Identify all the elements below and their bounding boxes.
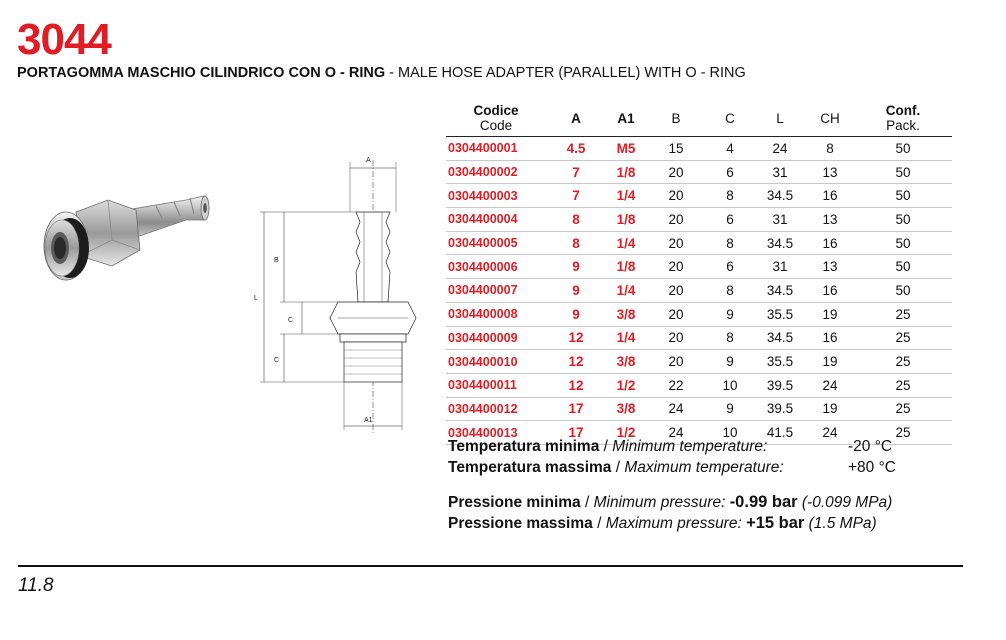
spec-table xyxy=(446,100,952,445)
table-row xyxy=(446,184,952,208)
table-cell: 0304400007 xyxy=(446,279,546,303)
table-cell: 0304400013 xyxy=(446,421,546,445)
product-code: 3044 xyxy=(17,15,111,64)
title-italian: PORTAGOMMA MASCHIO CILINDRICO CON O - RING xyxy=(17,65,386,81)
col-pack: Conf. Pack. xyxy=(854,100,952,137)
pressure-min: Pressione minima / Minimum pressure: -0.99 bar (-0.099 MPa) xyxy=(448,493,893,511)
table-cell: 15 xyxy=(646,137,706,161)
table-cell: 1/4 xyxy=(606,279,646,303)
table-cell: 8 xyxy=(546,208,606,232)
table-cell: 25 xyxy=(854,302,952,326)
table-cell: 31 xyxy=(754,255,806,279)
table-cell: 1/2 xyxy=(606,421,646,445)
table-cell: 9 xyxy=(706,350,754,374)
technical-drawing xyxy=(240,150,440,440)
table-cell: 24 xyxy=(806,421,854,445)
table-cell: 1/8 xyxy=(606,208,646,232)
dim-label-b: B xyxy=(274,257,279,264)
col-code: Codice Code xyxy=(446,100,546,137)
table-cell: 19 xyxy=(806,397,854,421)
table-cell: 16 xyxy=(806,279,854,303)
table-cell: 20 xyxy=(646,326,706,350)
table-cell: 0304400003 xyxy=(446,184,546,208)
table-cell: 0304400010 xyxy=(446,350,546,374)
table-cell: 0304400009 xyxy=(446,326,546,350)
table-cell: 13 xyxy=(806,208,854,232)
table-cell: 39.5 xyxy=(754,373,806,397)
table-cell: 0304400001 xyxy=(446,137,546,161)
pressure-min-value: -0.99 bar xyxy=(729,493,798,511)
col-a: A xyxy=(546,100,606,137)
dim-label-l: L xyxy=(254,295,258,302)
dim-label-a1: A1 xyxy=(364,417,373,424)
table-cell: 20 xyxy=(646,279,706,303)
table-cell: M5 xyxy=(606,137,646,161)
pressure-max: Pressione massima / Maximum pressure: +15 bar (1.5 MPa) xyxy=(448,514,877,532)
table-cell: 0304400002 xyxy=(446,160,546,184)
table-cell: 41.5 xyxy=(754,421,806,445)
table-cell: 3/8 xyxy=(606,350,646,374)
table-cell: 50 xyxy=(854,137,952,161)
table-row xyxy=(446,373,952,397)
table-cell: 24 xyxy=(646,421,706,445)
table-cell: 10 xyxy=(706,373,754,397)
table-cell: 25 xyxy=(854,373,952,397)
table-cell: 50 xyxy=(854,231,952,255)
table-cell: 12 xyxy=(546,373,606,397)
table-cell: 24 xyxy=(754,137,806,161)
table-cell: 8 xyxy=(806,137,854,161)
table-cell: 50 xyxy=(854,184,952,208)
footer-rule xyxy=(18,565,963,567)
table-cell: 7 xyxy=(546,160,606,184)
table-cell: 25 xyxy=(854,350,952,374)
table-cell: 31 xyxy=(754,160,806,184)
table-cell: 50 xyxy=(854,160,952,184)
product-title xyxy=(17,64,746,82)
table-cell: 20 xyxy=(646,231,706,255)
table-cell: 20 xyxy=(646,255,706,279)
title-separator: - xyxy=(385,65,399,81)
table-cell: 22 xyxy=(646,373,706,397)
table-cell: 35.5 xyxy=(754,302,806,326)
table-row xyxy=(446,350,952,374)
col-b: B xyxy=(646,100,706,137)
col-c: C xyxy=(706,100,754,137)
table-row xyxy=(446,397,952,421)
table-cell: 50 xyxy=(854,279,952,303)
table-cell: 50 xyxy=(854,208,952,232)
table-cell: 50 xyxy=(854,255,952,279)
table-cell: 3/8 xyxy=(606,302,646,326)
table-cell: 3/8 xyxy=(606,397,646,421)
table-row xyxy=(446,231,952,255)
table-cell: 7 xyxy=(546,184,606,208)
table-row xyxy=(446,137,952,161)
table-cell: 17 xyxy=(546,397,606,421)
table-cell: 20 xyxy=(646,302,706,326)
table-cell: 9 xyxy=(546,279,606,303)
table-cell: 1/4 xyxy=(606,231,646,255)
table-row xyxy=(446,160,952,184)
table-cell: 1/8 xyxy=(606,160,646,184)
table-cell: 9 xyxy=(546,255,606,279)
table-cell: 19 xyxy=(806,302,854,326)
table-row xyxy=(446,279,952,303)
table-cell: 0304400011 xyxy=(446,373,546,397)
table-cell: 34.5 xyxy=(754,279,806,303)
table-row xyxy=(446,255,952,279)
col-l: L xyxy=(754,100,806,137)
dim-label-c: C xyxy=(274,357,280,364)
col-a1: A1 xyxy=(606,100,646,137)
table-cell: 1/4 xyxy=(606,184,646,208)
table-cell: 6 xyxy=(706,255,754,279)
temp-min: Temperatura minima / Minimum temperature: -20 °C xyxy=(448,438,893,455)
dim-label-ch: C xyxy=(288,317,294,324)
table-row xyxy=(446,326,952,350)
col-ch: CH xyxy=(806,100,854,137)
table-cell: 12 xyxy=(546,326,606,350)
table-cell: 0304400008 xyxy=(446,302,546,326)
table-cell: 8 xyxy=(706,184,754,208)
table-cell: 16 xyxy=(806,231,854,255)
table-cell: 9 xyxy=(706,397,754,421)
table-cell: 17 xyxy=(546,421,606,445)
table-cell: 8 xyxy=(706,326,754,350)
table-cell: 25 xyxy=(854,326,952,350)
temp-max-value: +80 °C xyxy=(848,459,896,476)
table-cell: 13 xyxy=(806,255,854,279)
table-cell: 19 xyxy=(806,350,854,374)
table-cell: 20 xyxy=(646,208,706,232)
product-photo xyxy=(36,170,216,310)
table-cell: 4.5 xyxy=(546,137,606,161)
table-cell: 24 xyxy=(646,397,706,421)
table-row xyxy=(446,302,952,326)
table-cell: 20 xyxy=(646,350,706,374)
table-cell: 20 xyxy=(646,184,706,208)
table-cell: 0304400012 xyxy=(446,397,546,421)
table-cell: 24 xyxy=(806,373,854,397)
temp-max: Temperatura massima / Maximum temperature: +80 °C xyxy=(448,459,896,476)
table-cell: 0304400004 xyxy=(446,208,546,232)
table-cell: 31 xyxy=(754,208,806,232)
table-cell: 16 xyxy=(806,184,854,208)
table-cell: 6 xyxy=(706,208,754,232)
table-row xyxy=(446,208,952,232)
table-cell: 34.5 xyxy=(754,326,806,350)
table-cell: 0304400006 xyxy=(446,255,546,279)
table-cell: 25 xyxy=(854,421,952,445)
table-cell: 9 xyxy=(546,302,606,326)
table-cell: 34.5 xyxy=(754,184,806,208)
table-cell: 1/4 xyxy=(606,326,646,350)
table-cell: 6 xyxy=(706,160,754,184)
table-cell: 20 xyxy=(646,160,706,184)
table-cell: 8 xyxy=(706,279,754,303)
table-cell: 34.5 xyxy=(754,231,806,255)
table-cell: 8 xyxy=(546,231,606,255)
table-cell: 9 xyxy=(706,302,754,326)
table-cell: 35.5 xyxy=(754,350,806,374)
pressure-max-value: +15 bar xyxy=(746,514,805,532)
table-cell: 10 xyxy=(706,421,754,445)
table-cell: 8 xyxy=(706,231,754,255)
title-english: MALE HOSE ADAPTER (PARALLEL) WITH O - RING xyxy=(398,65,746,81)
page-number: 11.8 xyxy=(18,575,54,596)
table-cell: 4 xyxy=(706,137,754,161)
table-cell: 12 xyxy=(546,350,606,374)
temp-min-value: -20 °C xyxy=(848,438,893,455)
table-cell: 1/8 xyxy=(606,255,646,279)
table-cell: 16 xyxy=(806,326,854,350)
pressure-min-mpa: (-0.099 MPa) xyxy=(797,494,893,511)
pressure-max-mpa: (1.5 MPa) xyxy=(804,515,877,532)
table-cell: 25 xyxy=(854,397,952,421)
dim-label-a: A xyxy=(366,157,371,164)
table-header-row xyxy=(446,100,952,137)
table-cell: 0304400005 xyxy=(446,231,546,255)
table-cell: 1/2 xyxy=(606,373,646,397)
table-cell: 39.5 xyxy=(754,397,806,421)
table-cell: 13 xyxy=(806,160,854,184)
